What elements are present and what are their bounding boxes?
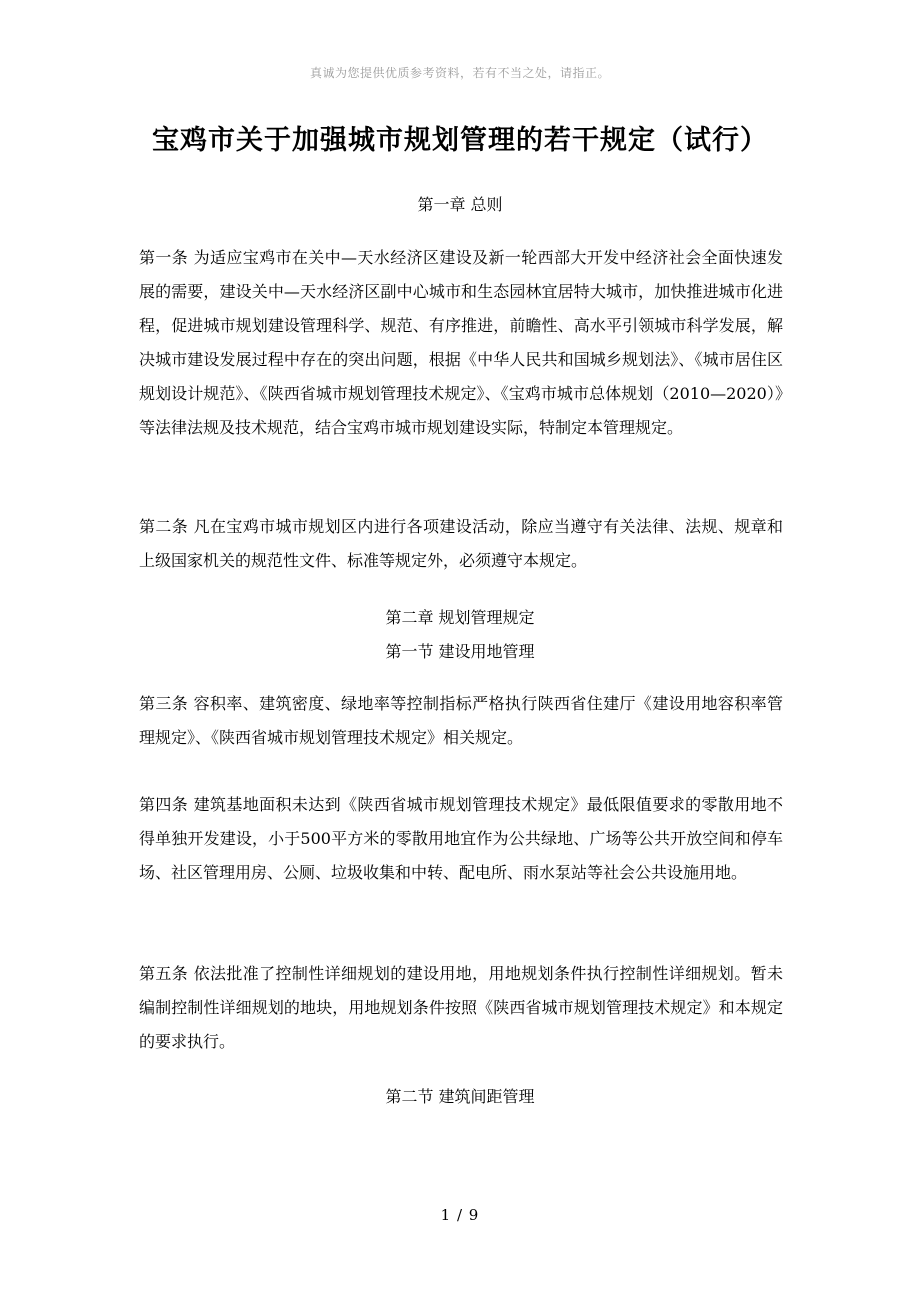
chapter-heading: 第二章 规划管理规定 [385,608,535,627]
document-title: 宝鸡市关于加强城市规划管理的若干规定（试行） [152,125,768,156]
article-paragraph: 第五条 依法批准了控制性详细规划的建设用地，用地规划条件执行控制性详细规划。暂未编制控制性详细规划的地块，用地规划条件按照《陕西省城市规划管理技术规定》和本规定的要求执行。 [139,964,783,1051]
chapter-heading: 第一章 总则 [417,195,503,214]
article-paragraph: 第二条 凡在宝鸡市城市规划区内进行各项建设活动，除应当遵守有关法律、法规、规章和上级国家机关的规范性文件、标准等规定外，必须遵守本规定。 [139,517,783,570]
article-paragraph: 第一条 为适应宝鸡市在关中—天水经济区建设及新一轮西部大开发中经济社会全面快速发展的需要，建设关中—天水经济区副中心城市和生态园林宜居特大城市，加快推进城市化进程，促进城市规划建设管理科学、规范、有序推进，前瞻性、高水平引领城市科学发展，解决城市建设发展过程中存在的突出问题，根据《中华人民共和国城乡规划法》、《城市居住区规划设计规范》、《陕西省城市规划管理技术规定》、《宝鸡市城市总体规划（2010—2020）》等法律法规及技术规范，结合宝鸡市城市规划建设实际，特制定本管理规定。 [139,248,783,437]
article-paragraph: 第四条 建筑基地面积未达到《陕西省城市规划管理技术规定》最低限值要求的零散用地不得单独开发建设，小于500平方米的零散用地宜作为公共绿地、广场等公共开放空间和停车场、社区管理用房、公厕、垃圾收集和中转、配电所、雨水泵站等社会公共设施用地。 [139,795,783,882]
header-disclaimer: 真诚为您提供优质参考资料，若有不当之处，请指正。 [309,66,610,80]
section-heading: 第二节 建筑间距管理 [385,1087,535,1106]
section-heading: 第一节 建设用地管理 [385,642,535,661]
article-paragraph: 第三条 容积率、建筑密度、绿地率等控制指标严格执行陕西省住建厅《建设用地容积率管理规定》、《陕西省城市规划管理技术规定》相关规定。 [139,694,783,747]
page-number: 1 / 9 [440,1206,480,1224]
